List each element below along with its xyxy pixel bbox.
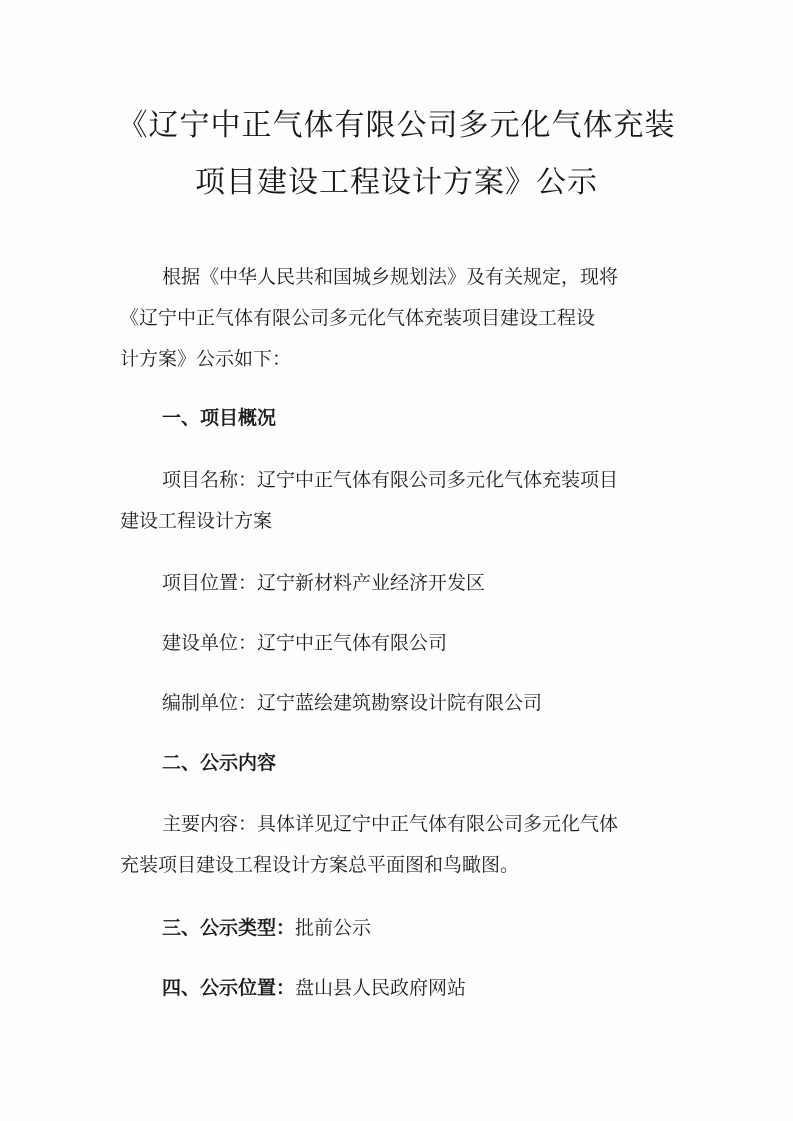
construction-unit: 建设单位：辽宁中正气体有限公司: [162, 632, 448, 654]
section-2-heading: 二、公示内容: [162, 752, 277, 774]
section-3-publicity-type: [120, 908, 690, 949]
intro-line-1: 根据《中华人民共和国城乡规划法》及有关规定，现将: [162, 266, 619, 288]
intro-line-2: 《辽宁中正气体有限公司多元化气体充装项目建设工程设: [120, 307, 596, 329]
document-title-line-2: 项目建设工程设计方案》公示: [195, 165, 598, 200]
main-content-line-1: 主要内容：具体详见辽宁中正气体有限公司多元化气体: [162, 813, 619, 835]
section-1-heading: 一、项目概况: [162, 407, 277, 429]
main-content-paragraph: [120, 804, 690, 886]
project-name-line-1: 项目名称：辽宁中正气体有限公司多元化气体充装项目: [162, 469, 619, 491]
section-4-label: 四、公示位置：: [162, 977, 296, 999]
section-3-label: 三、公示类型：: [162, 917, 296, 939]
section-4-publicity-location: [120, 968, 690, 1009]
intro-paragraph: [120, 257, 690, 380]
intro-line-3: 计方案》公示如下：: [120, 348, 292, 370]
main-content-line-2: 充装项目建设工程设计方案总平面图和鸟瞰图。: [120, 854, 520, 876]
design-unit: 编制单位：辽宁蓝绘建筑勘察设计院有限公司: [162, 692, 543, 714]
section-4-value: 盘山县人民政府网站: [295, 977, 467, 999]
project-name-line-2: 建设工程设计方案: [120, 510, 273, 532]
section-3-value: 批前公示: [295, 917, 372, 939]
project-name-paragraph: [120, 460, 690, 542]
document-title-line-1: 《辽宁中正气体有限公司多元化气体充装: [117, 108, 676, 143]
project-location: 项目位置：辽宁新材料产业经济开发区: [162, 572, 486, 594]
